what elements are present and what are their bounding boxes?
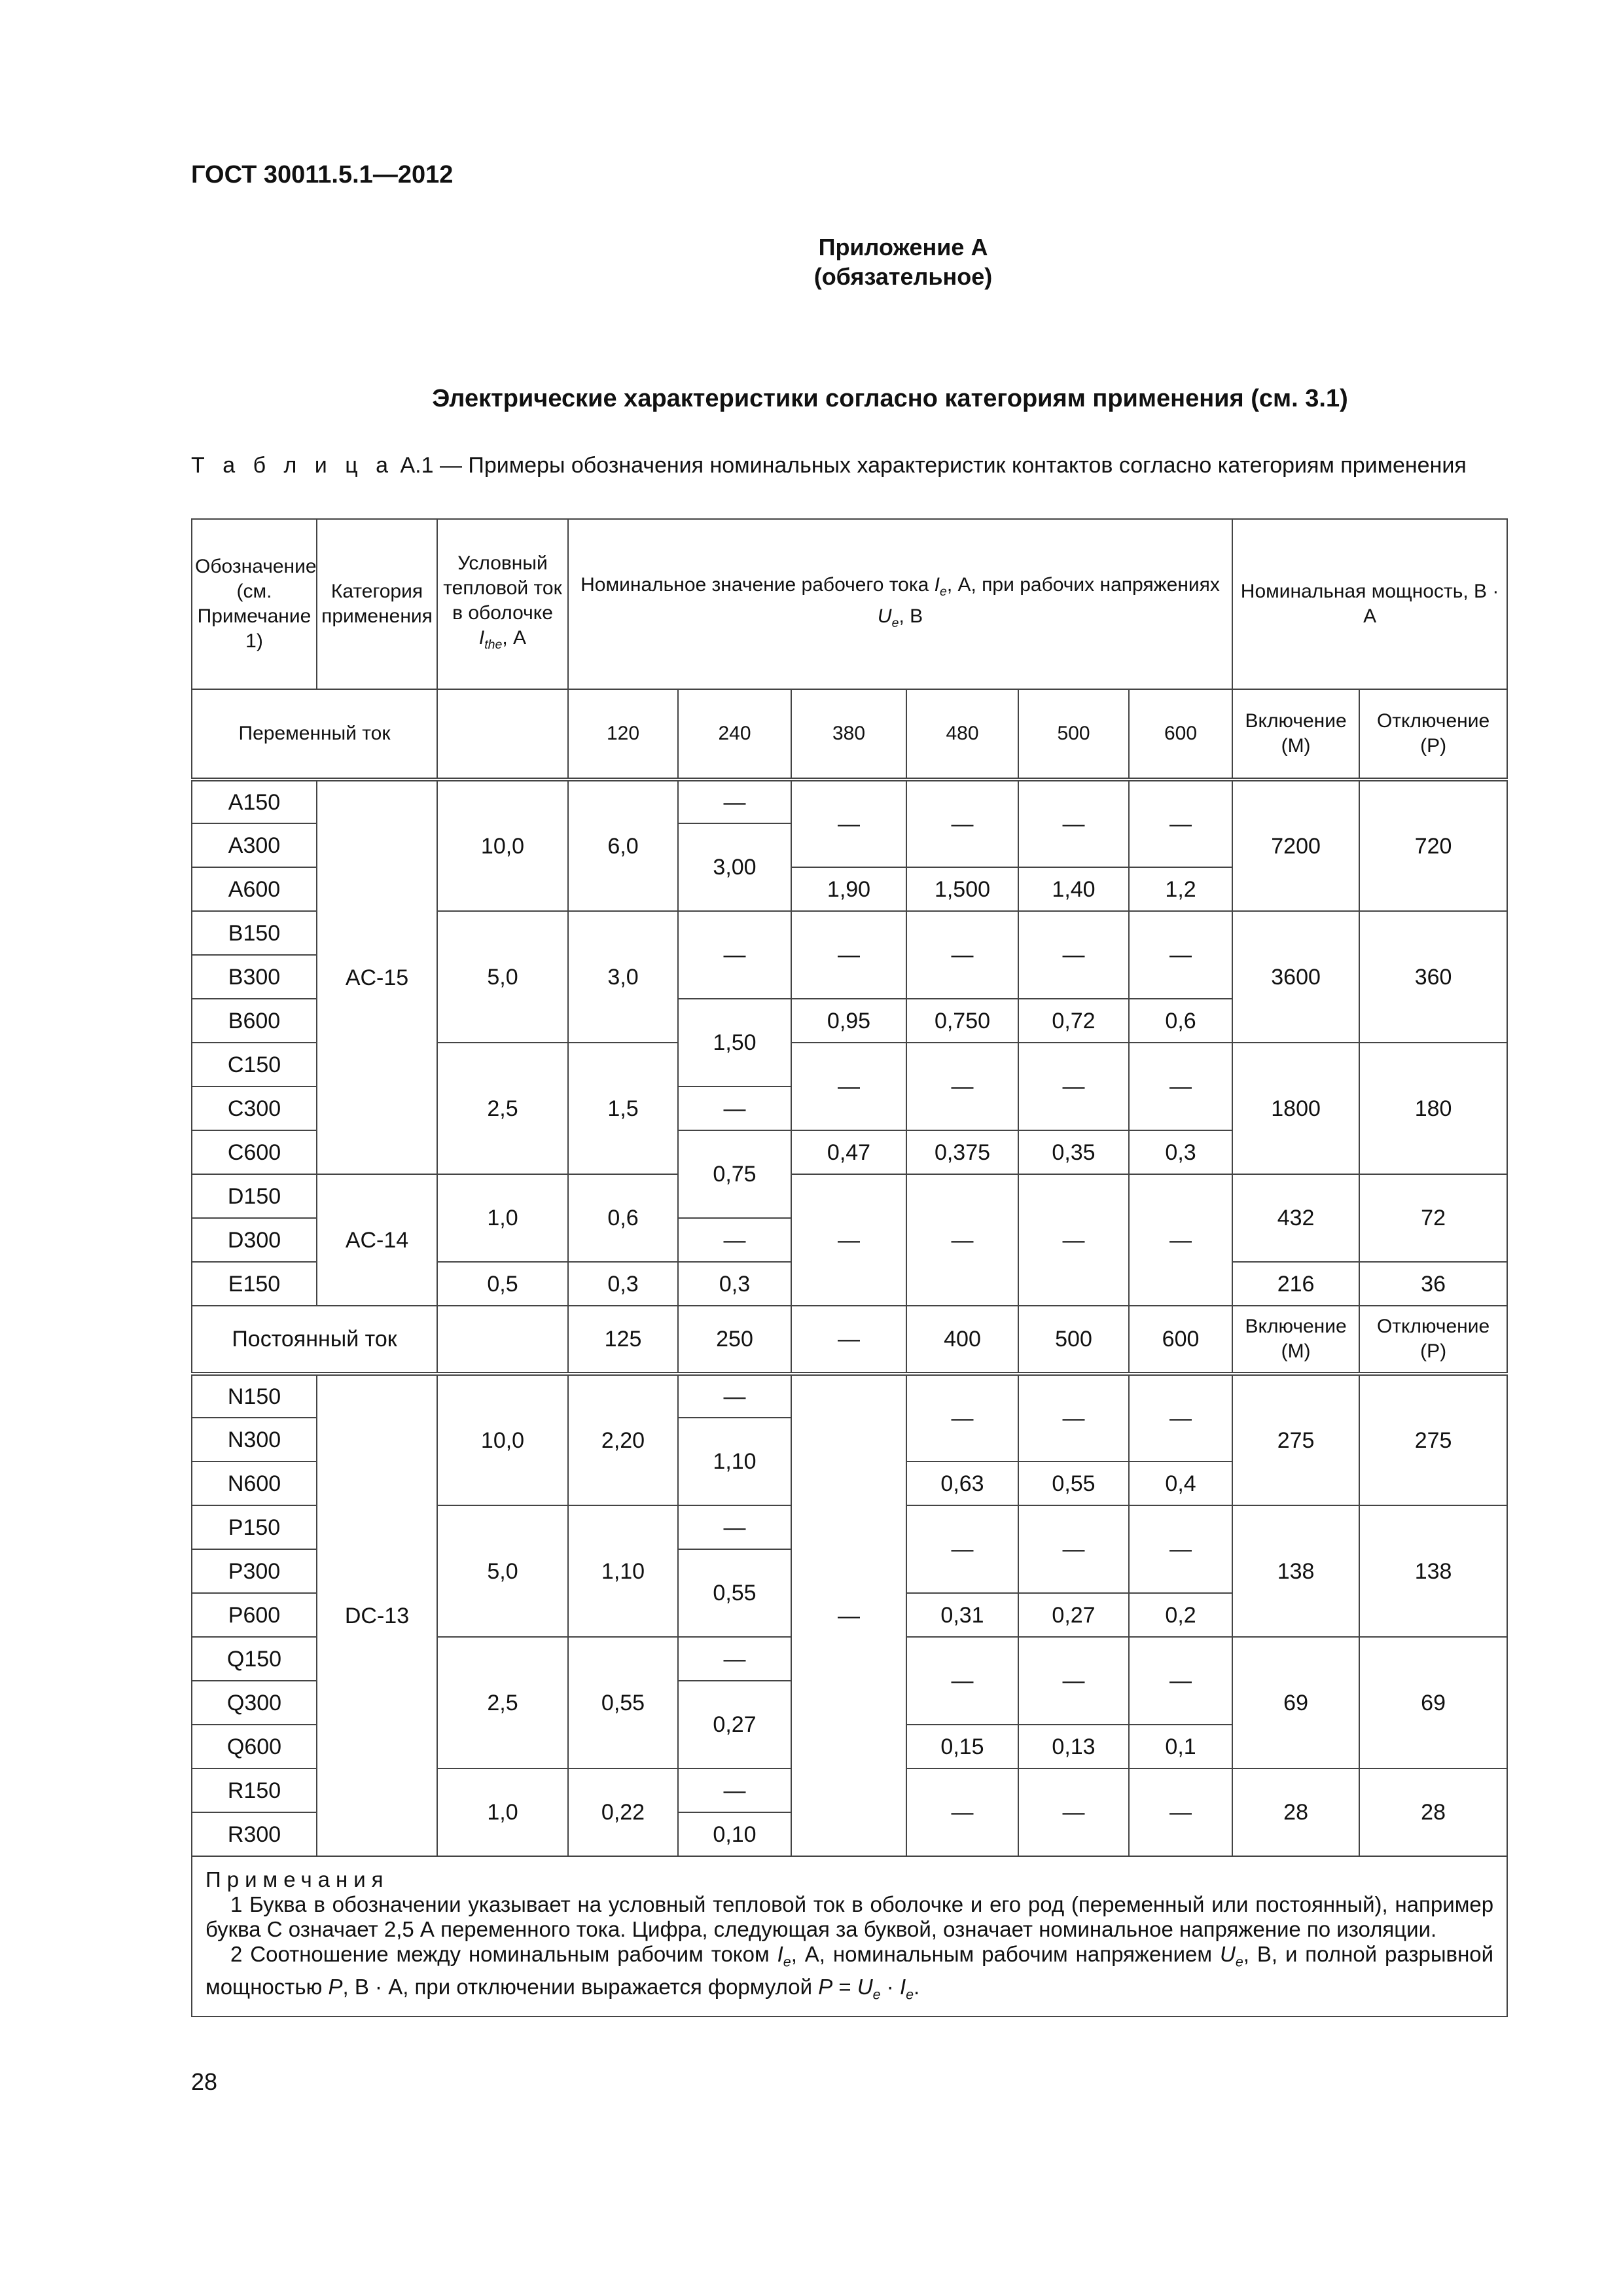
dc-voltage-600: 600 <box>1129 1306 1232 1374</box>
current-cell: — <box>791 1043 906 1130</box>
dc-voltage-125: 125 <box>568 1306 678 1374</box>
current-cell: 0,10 <box>678 1812 791 1856</box>
note-2: 2 Соотношение между номинальным рабочим током $I_e$, А, номинальным рабочим напряжением $U_e$, В, и полной разрывной мощностью P, В · А, при отключении выражается формулой $P = U_e \cdot I_e$. <box>205 1942 1494 2003</box>
designation-cell: Q300 <box>192 1681 317 1725</box>
appendix-status: (обязательное) <box>813 263 993 290</box>
header-row-dc <box>192 1306 1507 1374</box>
dc-break-header: Отключение (Р) <box>1359 1306 1507 1374</box>
make-power-cell: 216 <box>1232 1262 1359 1306</box>
caption-text: А.1 — Примеры обозначения номинальных характеристик контактов согласно категориям применения <box>400 453 1467 478</box>
standard-number: ГОСТ 30011.5.1—2012 <box>191 161 454 188</box>
make-power-cell: 7200 <box>1232 780 1359 911</box>
designation-cell: N600 <box>192 1462 317 1505</box>
designation-cell: P600 <box>192 1593 317 1637</box>
current-cell: — <box>1018 1043 1129 1130</box>
ac-voltage-600: 600 <box>1129 689 1232 780</box>
thermal-current-cell: 5,0 <box>437 911 568 1043</box>
current-cell: 1,10 <box>568 1505 678 1637</box>
break-power-cell: 720 <box>1359 780 1507 911</box>
current-cell: — <box>678 1086 791 1130</box>
current-cell: 0,55 <box>568 1637 678 1768</box>
dc-voltage-250: 250 <box>678 1306 791 1374</box>
current-cell: — <box>1018 1174 1129 1306</box>
current-cell: 0,22 <box>568 1768 678 1856</box>
current-cell: 6,0 <box>568 780 678 911</box>
current-cell: — <box>678 1768 791 1812</box>
current-cell: — <box>1129 1374 1232 1462</box>
dc-blank <box>437 1306 568 1374</box>
current-cell: 0,3 <box>678 1262 791 1306</box>
break-power-cell: 28 <box>1359 1768 1507 1856</box>
table-caption <box>191 452 1493 479</box>
ac-label: Переменный ток <box>192 689 437 780</box>
table-row <box>192 1174 1507 1218</box>
category-cell: AC-14 <box>317 1174 437 1306</box>
current-cell: 0,750 <box>906 999 1018 1043</box>
break-power-cell: 275 <box>1359 1374 1507 1505</box>
dc-label: Постоянный ток <box>192 1306 437 1374</box>
page-number: 28 <box>191 2068 218 2095</box>
thermal-current-cell: 1,0 <box>437 1174 568 1262</box>
current-cell: 3,00 <box>678 823 791 911</box>
current-cell: — <box>791 1374 906 1856</box>
designation-cell: P150 <box>192 1505 317 1549</box>
current-cell: 2,20 <box>568 1374 678 1505</box>
designation-cell: C600 <box>192 1130 317 1174</box>
thermal-current-cell: 1,0 <box>437 1768 568 1856</box>
current-cell: — <box>1129 1505 1232 1593</box>
current-cell: 0,55 <box>1018 1462 1129 1505</box>
ac-voltage-380: 380 <box>791 689 906 780</box>
current-cell: — <box>906 1505 1018 1593</box>
designation-cell: B300 <box>192 955 317 999</box>
designation-cell: P300 <box>192 1549 317 1593</box>
current-cell: — <box>1129 780 1232 867</box>
designation-cell: B150 <box>192 911 317 955</box>
notes-title: Примечания <box>205 1867 389 1892</box>
current-cell: — <box>678 911 791 999</box>
designation-cell: R300 <box>192 1812 317 1856</box>
ac-voltage-240: 240 <box>678 689 791 780</box>
current-cell: 1,40 <box>1018 867 1129 911</box>
dc-voltage-dash: — <box>791 1306 906 1374</box>
caption-prefix: Т а б л и ц а <box>191 453 395 478</box>
thermal-current-cell: 5,0 <box>437 1505 568 1637</box>
current-cell: 0,3 <box>1129 1130 1232 1174</box>
current-cell: — <box>906 1374 1018 1462</box>
current-cell: 1,5 <box>568 1043 678 1174</box>
current-cell: 0,72 <box>1018 999 1129 1043</box>
current-cell: — <box>1129 911 1232 999</box>
table-notes <box>192 1856 1507 2017</box>
current-cell: — <box>1129 1043 1232 1130</box>
thermal-current-cell: 2,5 <box>437 1043 568 1174</box>
ac-make-header: Включение (М) <box>1232 689 1359 780</box>
current-cell: 0,75 <box>678 1130 791 1218</box>
header-rated-current: Номинальное значение рабочего тока $I_e$, А, при рабочих напряжениях $U_e$, В <box>568 519 1232 689</box>
designation-cell: B600 <box>192 999 317 1043</box>
section-title: Электрические характеристики согласно категориям применения (см. 3.1) <box>432 385 1348 412</box>
current-cell: 0,95 <box>791 999 906 1043</box>
make-power-cell: 69 <box>1232 1637 1359 1768</box>
break-power-cell: 360 <box>1359 911 1507 1043</box>
current-cell: — <box>678 1505 791 1549</box>
current-cell: — <box>1018 1374 1129 1462</box>
ac-voltage-480: 480 <box>906 689 1018 780</box>
current-cell: — <box>678 1374 791 1418</box>
designation-cell: A600 <box>192 867 317 911</box>
current-cell: — <box>678 1637 791 1681</box>
current-cell: — <box>906 911 1018 999</box>
current-cell: — <box>1018 780 1129 867</box>
current-cell: — <box>906 1637 1018 1725</box>
designation-cell: D150 <box>192 1174 317 1218</box>
table-row <box>192 780 1507 823</box>
header-thermal-current: Условный тепловой ток в оболочке $I_{the}$, А <box>437 519 568 689</box>
make-power-cell: 3600 <box>1232 911 1359 1043</box>
current-cell: 1,90 <box>791 867 906 911</box>
current-cell: — <box>791 911 906 999</box>
current-cell: — <box>1129 1637 1232 1725</box>
designation-cell: Q600 <box>192 1725 317 1768</box>
current-cell: — <box>1129 1768 1232 1856</box>
appendix-title: Приложение А <box>818 234 988 260</box>
current-cell: 0,31 <box>906 1593 1018 1637</box>
current-cell: 0,3 <box>568 1262 678 1306</box>
current-cell: — <box>678 780 791 823</box>
current-cell: — <box>1129 1174 1232 1306</box>
header-category: Категория применения <box>317 519 437 689</box>
thermal-current-cell: 10,0 <box>437 780 568 911</box>
current-cell: 3,0 <box>568 911 678 1043</box>
designation-cell: C300 <box>192 1086 317 1130</box>
designation-cell: N300 <box>192 1418 317 1462</box>
current-cell: — <box>1018 1505 1129 1593</box>
current-cell: 0,2 <box>1129 1593 1232 1637</box>
designation-cell: A150 <box>192 780 317 823</box>
designation-cell: D300 <box>192 1218 317 1262</box>
current-cell: — <box>906 1768 1018 1856</box>
current-cell: 0,1 <box>1129 1725 1232 1768</box>
current-cell: 0,375 <box>906 1130 1018 1174</box>
ratings-table <box>191 518 1508 2017</box>
notes-row <box>192 1856 1507 2017</box>
current-cell: — <box>678 1218 791 1262</box>
current-cell: 1,500 <box>906 867 1018 911</box>
thermal-current-cell: 0,5 <box>437 1262 568 1306</box>
current-cell: — <box>1018 1768 1129 1856</box>
current-cell: 0,15 <box>906 1725 1018 1768</box>
current-cell: 0,35 <box>1018 1130 1129 1174</box>
current-cell: — <box>906 1043 1018 1130</box>
current-cell: 1,50 <box>678 999 791 1086</box>
current-cell: — <box>906 780 1018 867</box>
make-power-cell: 275 <box>1232 1374 1359 1505</box>
ac-voltage-500: 500 <box>1018 689 1129 780</box>
thermal-current-cell: 2,5 <box>437 1637 568 1768</box>
current-cell: 0,55 <box>678 1549 791 1637</box>
header-designation: Обозначение (см. Примечание 1) <box>192 519 317 689</box>
designation-cell: R150 <box>192 1768 317 1812</box>
current-cell: 1,2 <box>1129 867 1232 911</box>
header-row-ac <box>192 689 1507 780</box>
break-power-cell: 180 <box>1359 1043 1507 1174</box>
current-cell: — <box>906 1174 1018 1306</box>
category-cell: AC-15 <box>317 780 437 1174</box>
designation-cell: N150 <box>192 1374 317 1418</box>
current-cell: — <box>1018 1637 1129 1725</box>
current-cell: — <box>1018 911 1129 999</box>
header-row-1 <box>192 519 1507 689</box>
designation-cell: E150 <box>192 1262 317 1306</box>
break-power-cell: 72 <box>1359 1174 1507 1262</box>
current-cell: 0,4 <box>1129 1462 1232 1505</box>
break-power-cell: 36 <box>1359 1262 1507 1306</box>
break-power-cell: 138 <box>1359 1505 1507 1637</box>
ac-break-header: Отключение (Р) <box>1359 689 1507 780</box>
current-cell: 0,13 <box>1018 1725 1129 1768</box>
designation-cell: C150 <box>192 1043 317 1086</box>
category-cell: DC-13 <box>317 1374 437 1856</box>
dc-voltage-500: 500 <box>1018 1306 1129 1374</box>
make-power-cell: 1800 <box>1232 1043 1359 1174</box>
dc-voltage-400: 400 <box>906 1306 1018 1374</box>
current-cell: 1,10 <box>678 1418 791 1505</box>
current-cell: 0,63 <box>906 1462 1018 1505</box>
header-power: Номинальная мощность, В · А <box>1232 519 1507 689</box>
thermal-current-cell: 10,0 <box>437 1374 568 1505</box>
current-cell: 0,47 <box>791 1130 906 1174</box>
table-row <box>192 1374 1507 1418</box>
current-cell: — <box>791 1174 906 1306</box>
note-1: 1 Буква в обозначении указывает на условный тепловой ток в оболочке и его род (переменный или постоянный), например буква С означает 2,5 А переменного тока. Цифра, следующая за буквой, означает номинальное напряжение по изоляции. <box>205 1892 1494 1941</box>
current-cell: 0,27 <box>1018 1593 1129 1637</box>
make-power-cell: 432 <box>1232 1174 1359 1262</box>
make-power-cell: 28 <box>1232 1768 1359 1856</box>
current-cell: 0,6 <box>1129 999 1232 1043</box>
dc-make-header: Включение (М) <box>1232 1306 1359 1374</box>
current-cell: 0,6 <box>568 1174 678 1262</box>
ac-voltage-120: 120 <box>568 689 678 780</box>
designation-cell: A300 <box>192 823 317 867</box>
break-power-cell: 69 <box>1359 1637 1507 1768</box>
current-cell: 0,27 <box>678 1681 791 1768</box>
designation-cell: Q150 <box>192 1637 317 1681</box>
make-power-cell: 138 <box>1232 1505 1359 1637</box>
ac-blank <box>437 689 568 780</box>
current-cell: — <box>791 780 906 867</box>
